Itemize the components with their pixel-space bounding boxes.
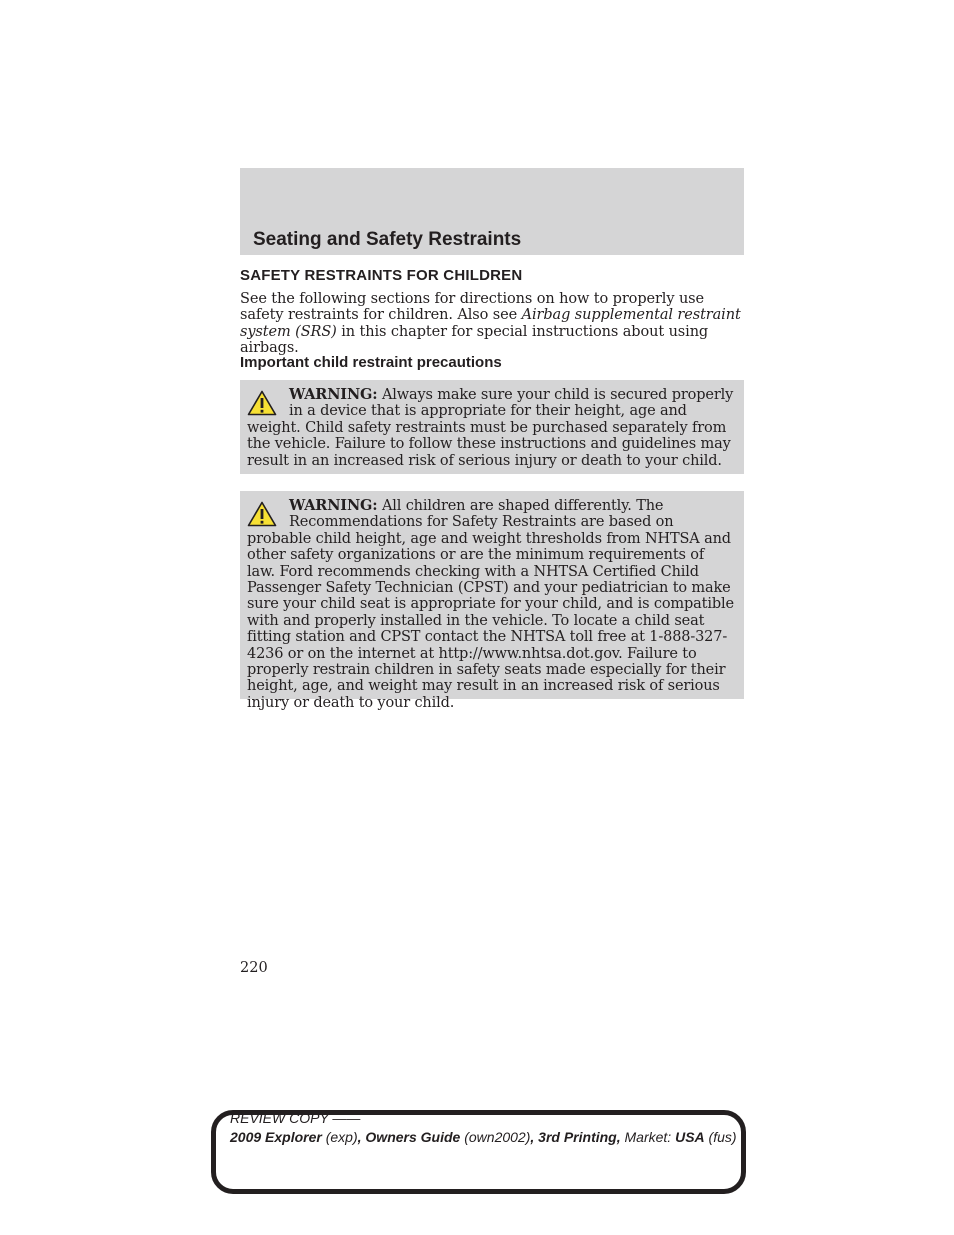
warning-text: [247, 387, 736, 469]
warning-triangle-icon: [247, 390, 277, 416]
section-heading: SAFETY RESTRAINTS FOR CHILDREN: [240, 267, 523, 284]
intro-text: See the following sections for directions on how to properly use safety restraints for children. Also see: [240, 291, 705, 324]
section-header-band: [240, 168, 744, 255]
warning-box: [240, 380, 744, 474]
review-market-code: (fus): [704, 1129, 737, 1145]
review-market: USA: [675, 1129, 705, 1145]
review-printing: , 3rd Printing,: [530, 1129, 621, 1145]
page-number: 220: [240, 960, 268, 976]
airbag-reference: Airbag supplemental restraint system (SRS): [240, 307, 741, 340]
review-model-code: (exp): [321, 1129, 358, 1145]
warning-text: [247, 498, 736, 711]
intro-text-end: in this chapter for special instructions about using airbags.: [240, 323, 709, 357]
warning-triangle-icon: [247, 501, 277, 527]
warning-label: WARNING:: [289, 497, 378, 514]
subsection-heading: Important child restraint precautions: [240, 354, 502, 371]
warning-label: WARNING:: [289, 386, 378, 403]
review-copy-label: REVIEW COPY ——: [230, 1110, 361, 1126]
review-model: 2009 Explorer: [230, 1129, 322, 1145]
review-copy-text: [230, 1109, 740, 1147]
warning-box: [240, 491, 744, 711]
review-guide-code: (own2002): [460, 1129, 531, 1145]
review-guide: , Owners Guide: [357, 1129, 461, 1145]
review-market-label: Market:: [620, 1129, 676, 1145]
intro-paragraph: [240, 291, 746, 357]
chapter-title: Seating and Safety Restraints: [253, 229, 522, 250]
warning-body: All children are shaped differently. The Recommendations for Safety Restraints are based on probable child height, age and weight thresholds from NHTSA and other safety organizations or are the minimum requirements of law. Ford recommends checking with a NHTSA Certified Child Passenger Safety Technician (CPST) and your pediatrician to make sure your child seat is appropriate for your child, and is compatible with and properly installed in the vehicle. To locate a child seat fitting station and CPST contact the NHTSA toll free at 1-888-327-4236 or on the internet at http://www.nhtsa.dot.gov. Failure to properly restrain children in safety seats made especially for their height, age, and weight may result in an increased risk of serious injury or death to your child.: [247, 498, 734, 711]
warning-body: Always make sure your child is secured properly in a device that is appropriate for their height, age and weight. Child safety restraints must be purchased separately from the vehicle. Failure to follow these instructions and guidelines may result in an increased risk of serious injury or death to your child.: [247, 387, 734, 469]
